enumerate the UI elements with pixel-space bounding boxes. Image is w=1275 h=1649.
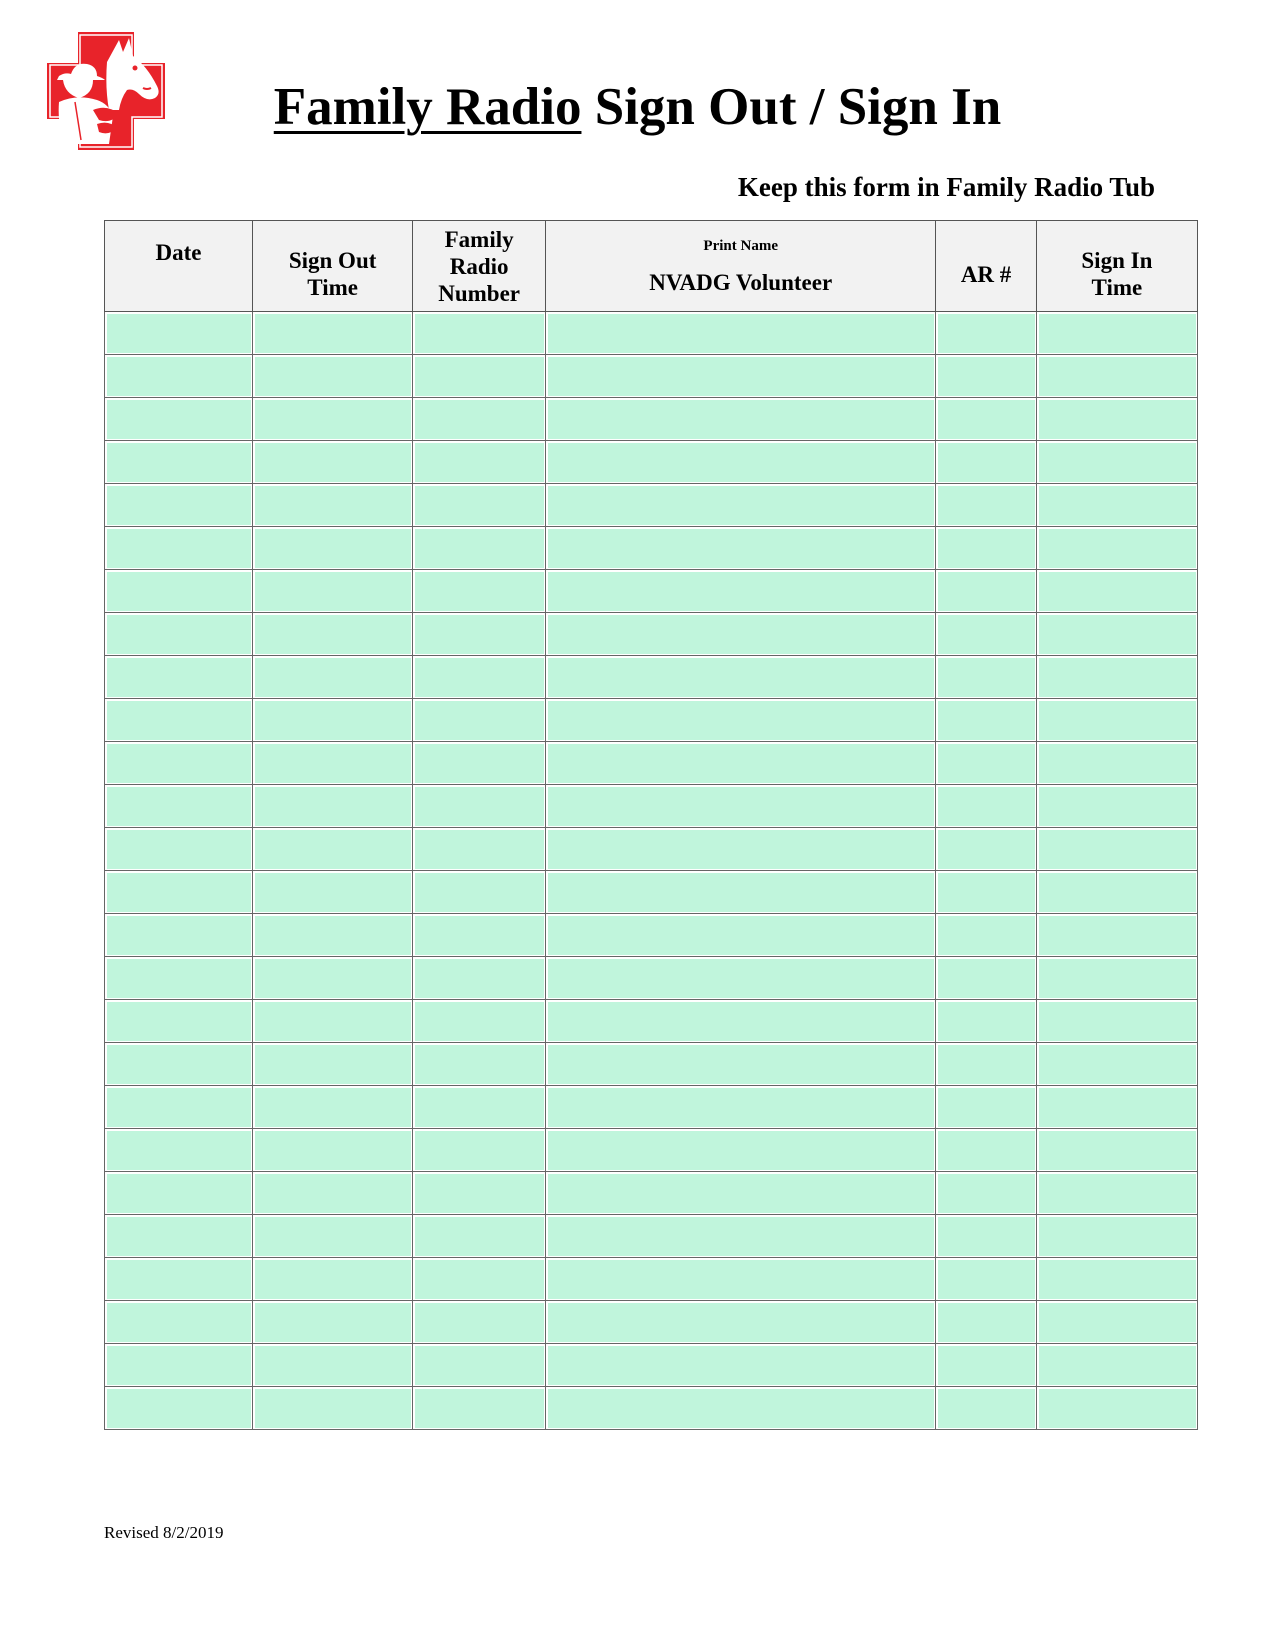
- volunteer-name-field[interactable]: [546, 699, 936, 742]
- date-field[interactable]: [105, 1387, 253, 1430]
- table-row: [105, 914, 1198, 957]
- sign-out-time-field[interactable]: [253, 1000, 413, 1043]
- table-row: [105, 656, 1198, 699]
- family-radio-number-field[interactable]: [413, 1129, 546, 1172]
- sign-in-time-field[interactable]: [1036, 957, 1197, 1000]
- date-field[interactable]: [105, 527, 253, 570]
- volunteer-name-field[interactable]: [546, 441, 936, 484]
- date-field[interactable]: [105, 957, 253, 1000]
- volunteer-name-field[interactable]: [546, 871, 936, 914]
- sign-in-time-field[interactable]: [1036, 1000, 1197, 1043]
- volunteer-name-field[interactable]: [546, 484, 936, 527]
- sign-out-time-field[interactable]: [253, 527, 413, 570]
- table-row: [105, 1301, 1198, 1344]
- column-header-sign-in-time-label: Sign In Time: [1081, 248, 1153, 300]
- sign-out-time-field[interactable]: [253, 742, 413, 785]
- sign-out-time-field[interactable]: [253, 398, 413, 441]
- sign-in-time-field[interactable]: [1036, 785, 1197, 828]
- volunteer-name-field[interactable]: [546, 742, 936, 785]
- table-row: [105, 613, 1198, 656]
- table-row: [105, 1129, 1198, 1172]
- volunteer-name-field[interactable]: [546, 828, 936, 871]
- volunteer-name-field[interactable]: [546, 312, 936, 355]
- print-name-hint: Print Name: [703, 237, 778, 254]
- sign-in-time-field[interactable]: [1036, 914, 1197, 957]
- volunteer-name-field[interactable]: [546, 355, 936, 398]
- header-row: [105, 221, 1198, 312]
- table-row: [105, 785, 1198, 828]
- table-body: [105, 312, 1198, 1430]
- date-field[interactable]: [105, 613, 253, 656]
- date-field[interactable]: [105, 355, 253, 398]
- sign-in-time-field[interactable]: [1036, 312, 1197, 355]
- volunteer-name-field[interactable]: [546, 957, 936, 1000]
- ar-number-field[interactable]: [936, 914, 1036, 957]
- family-radio-number-field[interactable]: [413, 828, 546, 871]
- ar-number-field[interactable]: [936, 699, 1036, 742]
- volunteer-name-field[interactable]: [546, 656, 936, 699]
- volunteer-name-field[interactable]: [546, 1129, 936, 1172]
- sign-in-time-field[interactable]: [1036, 742, 1197, 785]
- title-underlined: Family Radio: [273, 78, 582, 136]
- family-radio-number-field[interactable]: [413, 1172, 546, 1215]
- family-radio-number-field[interactable]: [413, 527, 546, 570]
- sign-in-time-field[interactable]: [1036, 1172, 1197, 1215]
- family-radio-number-field[interactable]: [413, 871, 546, 914]
- ar-number-field[interactable]: [936, 957, 1036, 1000]
- table-row: [105, 1172, 1198, 1215]
- sign-out-time-field[interactable]: [253, 1344, 413, 1387]
- table-row: [105, 742, 1198, 785]
- table-row: [105, 1043, 1198, 1086]
- ar-number-field[interactable]: [936, 570, 1036, 613]
- date-field[interactable]: [105, 785, 253, 828]
- family-radio-number-field[interactable]: [413, 656, 546, 699]
- ar-number-field[interactable]: [936, 527, 1036, 570]
- family-radio-number-field[interactable]: [413, 398, 546, 441]
- sign-in-time-field[interactable]: [1036, 355, 1197, 398]
- sign-out-table: [104, 220, 1198, 1430]
- table-row: [105, 1258, 1198, 1301]
- sign-out-time-field[interactable]: [253, 1215, 413, 1258]
- sign-in-time-field[interactable]: [1036, 1086, 1197, 1129]
- volunteer-name-field[interactable]: [546, 1215, 936, 1258]
- ar-number-field[interactable]: [936, 1086, 1036, 1129]
- table-row: [105, 699, 1198, 742]
- sign-out-time-field[interactable]: [253, 1387, 413, 1430]
- date-field[interactable]: [105, 871, 253, 914]
- page-title: [0, 72, 1275, 142]
- sign-out-time-field[interactable]: [253, 441, 413, 484]
- table-row: [105, 570, 1198, 613]
- ar-number-field[interactable]: [936, 828, 1036, 871]
- sign-out-time-field[interactable]: [253, 1129, 413, 1172]
- sign-in-time-field[interactable]: [1036, 613, 1197, 656]
- date-field[interactable]: [105, 398, 253, 441]
- sign-in-time-field[interactable]: [1036, 484, 1197, 527]
- family-radio-number-field[interactable]: [413, 613, 546, 656]
- table-row: [105, 1000, 1198, 1043]
- column-header-volunteer: [546, 221, 936, 312]
- ar-number-field[interactable]: [936, 871, 1036, 914]
- date-field[interactable]: [105, 1000, 253, 1043]
- date-field[interactable]: [105, 1129, 253, 1172]
- ar-number-field[interactable]: [936, 484, 1036, 527]
- volunteer-name-field[interactable]: [546, 1344, 936, 1387]
- volunteer-name-field[interactable]: [546, 785, 936, 828]
- table-row: [105, 441, 1198, 484]
- date-field[interactable]: [105, 742, 253, 785]
- ar-number-field[interactable]: [936, 1301, 1036, 1344]
- ar-number-field[interactable]: [936, 656, 1036, 699]
- family-radio-number-field[interactable]: [413, 1215, 546, 1258]
- ar-number-field[interactable]: [936, 1258, 1036, 1301]
- sign-out-time-field[interactable]: [253, 914, 413, 957]
- sign-in-time-field[interactable]: [1036, 441, 1197, 484]
- date-field[interactable]: [105, 1344, 253, 1387]
- sign-in-time-field[interactable]: [1036, 398, 1197, 441]
- table-row: [105, 871, 1198, 914]
- sign-out-time-field[interactable]: [253, 1043, 413, 1086]
- date-field[interactable]: [105, 1215, 253, 1258]
- date-field[interactable]: [105, 656, 253, 699]
- family-radio-number-field[interactable]: [413, 914, 546, 957]
- ar-number-field[interactable]: [936, 785, 1036, 828]
- sign-out-time-field[interactable]: [253, 871, 413, 914]
- table-row: [105, 312, 1198, 355]
- date-field[interactable]: [105, 312, 253, 355]
- sign-out-time-field[interactable]: [253, 1301, 413, 1344]
- family-radio-number-field[interactable]: [413, 785, 546, 828]
- table-row: [105, 828, 1198, 871]
- column-header-family-radio-number-label: Family Radio Number: [438, 226, 521, 306]
- family-radio-number-field[interactable]: [413, 1086, 546, 1129]
- date-field[interactable]: [105, 828, 253, 871]
- table-row: [105, 1086, 1198, 1129]
- date-field[interactable]: [105, 1086, 253, 1129]
- column-header-ar-number-label: AR #: [960, 261, 1012, 287]
- column-header-date: [105, 221, 253, 312]
- family-radio-number-field[interactable]: [413, 312, 546, 355]
- date-field[interactable]: [105, 914, 253, 957]
- title-rest: Sign Out / Sign In: [581, 78, 1002, 136]
- family-radio-number-field[interactable]: [413, 355, 546, 398]
- column-header-family-radio-number: [413, 221, 546, 312]
- volunteer-name-field[interactable]: [546, 1301, 936, 1344]
- table-row: [105, 398, 1198, 441]
- column-header-sign-in-time: [1036, 221, 1197, 312]
- sign-out-time-field[interactable]: [253, 570, 413, 613]
- sign-out-time-field[interactable]: [253, 699, 413, 742]
- sign-in-time-field[interactable]: [1036, 1301, 1197, 1344]
- form-instruction: Keep this form in Family Radio Tub: [737, 172, 1155, 202]
- column-header-date-label: Date: [155, 239, 202, 265]
- table-row: [105, 484, 1198, 527]
- family-radio-number-field[interactable]: [413, 484, 546, 527]
- ar-number-field[interactable]: [936, 1344, 1036, 1387]
- date-field[interactable]: [105, 1172, 253, 1215]
- table-row: [105, 957, 1198, 1000]
- sign-out-time-field[interactable]: [253, 484, 413, 527]
- date-field[interactable]: [105, 699, 253, 742]
- volunteer-name-field[interactable]: [546, 527, 936, 570]
- volunteer-name-field[interactable]: [546, 570, 936, 613]
- sign-out-time-field[interactable]: [253, 957, 413, 1000]
- family-radio-number-field[interactable]: [413, 1387, 546, 1430]
- ar-number-field[interactable]: [936, 1000, 1036, 1043]
- family-radio-number-field[interactable]: [413, 1043, 546, 1086]
- sign-in-time-field[interactable]: [1036, 828, 1197, 871]
- family-radio-number-field[interactable]: [413, 1258, 546, 1301]
- date-field[interactable]: [105, 1258, 253, 1301]
- sign-in-time-field[interactable]: [1036, 1344, 1197, 1387]
- family-radio-number-field[interactable]: [413, 570, 546, 613]
- ar-number-field[interactable]: [936, 312, 1036, 355]
- column-header-sign-out-time-label: Sign Out Time: [288, 248, 377, 300]
- family-radio-number-field[interactable]: [413, 957, 546, 1000]
- sign-out-time-field[interactable]: [253, 355, 413, 398]
- table-row: [105, 1344, 1198, 1387]
- date-field[interactable]: [105, 570, 253, 613]
- sign-out-time-field[interactable]: [253, 785, 413, 828]
- sign-in-time-field[interactable]: [1036, 1258, 1197, 1301]
- family-radio-number-field[interactable]: [413, 699, 546, 742]
- family-radio-number-field[interactable]: [413, 441, 546, 484]
- column-header-ar-number: [936, 221, 1036, 312]
- sign-out-time-field[interactable]: [253, 1086, 413, 1129]
- table-row: [105, 527, 1198, 570]
- sign-in-time-field[interactable]: [1036, 527, 1197, 570]
- table-row: [105, 1215, 1198, 1258]
- sign-out-time-field[interactable]: [253, 1258, 413, 1301]
- volunteer-name-field[interactable]: [546, 1043, 936, 1086]
- volunteer-name-field[interactable]: [546, 1086, 936, 1129]
- ar-number-field[interactable]: [936, 355, 1036, 398]
- volunteer-name-field[interactable]: [546, 914, 936, 957]
- volunteer-name-field[interactable]: [546, 1000, 936, 1043]
- ar-number-field[interactable]: [936, 1043, 1036, 1086]
- ar-number-field[interactable]: [936, 742, 1036, 785]
- sign-out-time-field[interactable]: [253, 312, 413, 355]
- volunteer-name-field[interactable]: [546, 613, 936, 656]
- sign-out-time-field[interactable]: [253, 656, 413, 699]
- ar-number-field[interactable]: [936, 398, 1036, 441]
- volunteer-name-field[interactable]: [546, 1387, 936, 1430]
- revision-note: Revised 8/2/2019: [104, 1523, 224, 1542]
- sign-in-time-field[interactable]: [1036, 1043, 1197, 1086]
- family-radio-number-field[interactable]: [413, 1301, 546, 1344]
- sign-in-time-field[interactable]: [1036, 1215, 1197, 1258]
- sign-out-time-field[interactable]: [253, 828, 413, 871]
- table-row: [105, 355, 1198, 398]
- ar-number-field[interactable]: [936, 1387, 1036, 1430]
- column-header-volunteer-label: NVADG Volunteer: [649, 269, 833, 295]
- volunteer-name-field[interactable]: [546, 1258, 936, 1301]
- ar-number-field[interactable]: [936, 613, 1036, 656]
- sign-in-time-field[interactable]: [1036, 570, 1197, 613]
- ar-number-field[interactable]: [936, 441, 1036, 484]
- ar-number-field[interactable]: [936, 1172, 1036, 1215]
- family-radio-number-field[interactable]: [413, 1344, 546, 1387]
- volunteer-name-field[interactable]: [546, 1172, 936, 1215]
- date-field[interactable]: [105, 441, 253, 484]
- date-field[interactable]: [105, 1043, 253, 1086]
- family-radio-number-field[interactable]: [413, 742, 546, 785]
- sign-in-time-field[interactable]: [1036, 1387, 1197, 1430]
- sign-in-time-field[interactable]: [1036, 699, 1197, 742]
- ar-number-field[interactable]: [936, 1129, 1036, 1172]
- family-radio-number-field[interactable]: [413, 1000, 546, 1043]
- sign-in-time-field[interactable]: [1036, 1129, 1197, 1172]
- sign-out-time-field[interactable]: [253, 613, 413, 656]
- date-field[interactable]: [105, 484, 253, 527]
- date-field[interactable]: [105, 1301, 253, 1344]
- column-header-sign-out-time: [253, 221, 413, 312]
- ar-number-field[interactable]: [936, 1215, 1036, 1258]
- sign-in-time-field[interactable]: [1036, 656, 1197, 699]
- sign-in-time-field[interactable]: [1036, 871, 1197, 914]
- table-row: [105, 1387, 1198, 1430]
- sign-out-time-field[interactable]: [253, 1172, 413, 1215]
- volunteer-name-field[interactable]: [546, 398, 936, 441]
